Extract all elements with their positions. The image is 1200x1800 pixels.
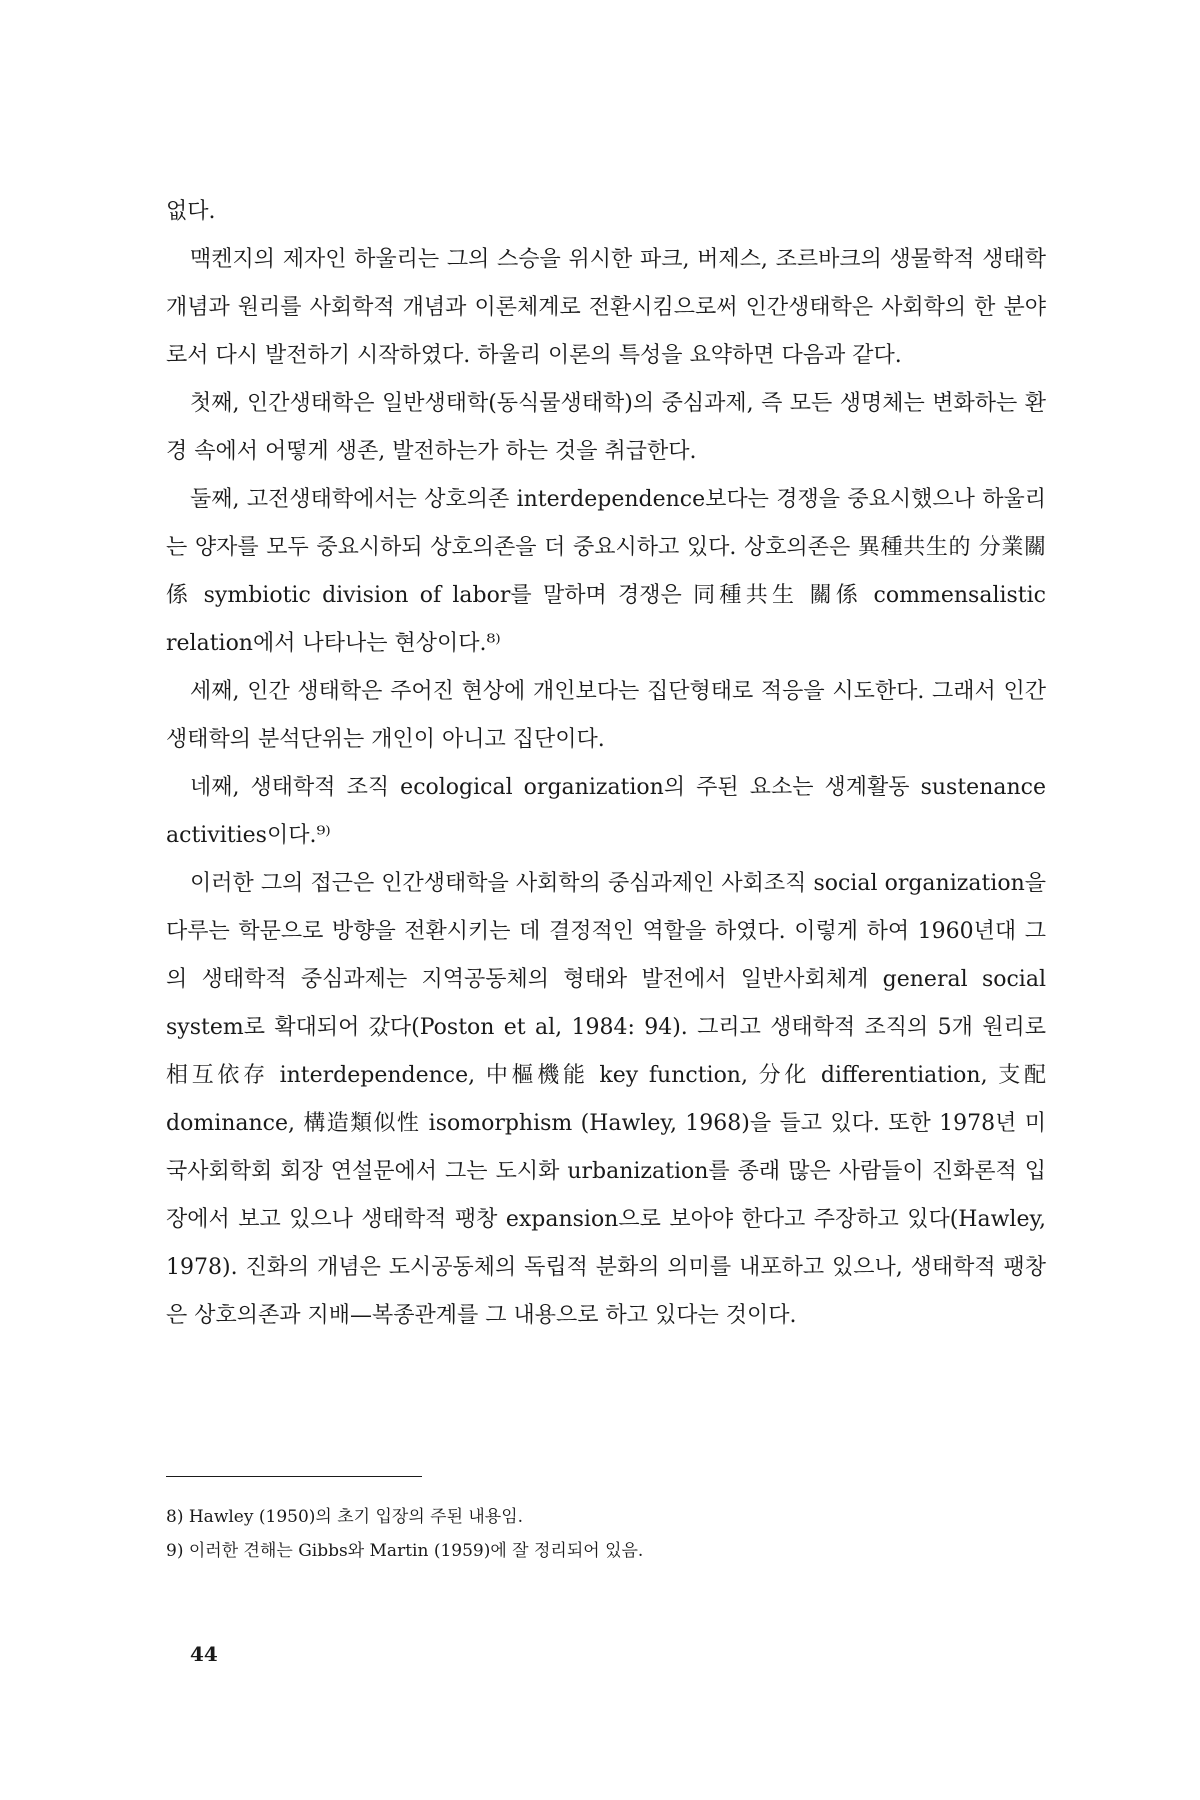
footnotes (166, 1500, 1046, 1568)
paragraph-third-point: 세째, 인간 생태학은 주어진 현상에 개인보다는 집단형태로 적응을 시도한다. 그래서 인간생태학의 분석단위는 개인이 아니고 집단이다. (166, 679, 1046, 752)
paragraph-hawley-intro: 맥켄지의 제자인 하울리는 그의 스승을 위시한 파크, 버제스, 조르바크의 생물학적 생태학 개념과 원리를 사회학적 개념과 이론체계로 전환시킴으로써 인간생태학은 사회학의 한 분야로서 다시 발전하기 시작하였다. 하울리 이론의 특성을 요약하면 다음과 같다. (166, 247, 1046, 368)
page-number: 44 (190, 1642, 218, 1666)
paragraph-fourth-point: 네째, 생태학적 조직 ecological organization의 주된 요소는 생계활동 sustenance activities이다.⁹⁾ (166, 775, 1046, 848)
paragraph-first-point: 첫째, 인간생태학은 일반생태학(동식물생태학)의 중심과제, 즉 모든 생명체는 변화하는 환경 속에서 어떻게 생존, 발전하는가 하는 것을 취급한다. (166, 391, 1046, 464)
footnote-9: 9) 이러한 견해는 Gibbs와 Martin (1959)에 잘 정리되어 있음. (166, 1541, 644, 1561)
paragraph-approach: 이러한 그의 접근은 인간생태학을 사회학의 중심과제인 사회조직 social organization을 다루는 학문으로 방향을 전환시키는 데 결정적인 역할을 하였다. 이렇게 하여 1960년대 그의 생태학적 중심과제는 지역공동체의 형태와 발전에서 일반사회체계 general social system로 확대되어 갔다(Poston et al, 1984: 94). 그리고 생태학적 조직의 5개 원리로 相互依存 interdependence, 中樞機能 key function, 分化 differentiation, 支配 dominance, 構造類似性 isomorphism (Hawley, 1968)을 들고 있다. 또한 1978년 미국사회학회 회장 연설문에서 그는 도시화 urbanization를 종래 많은 사람들이 진화론적 입장에서 보고 있으나 생태학적 팽창 expansion으로 보아야 한다고 주장하고 있다(Hawley, 1978). 진화의 개념은 도시공동체의 독립적 분화의 의미를 내포하고 있으나, 생태학적 팽창은 상호의존과 지배—복종관계를 그 내용으로 하고 있다는 것이다. (166, 871, 1046, 1328)
body-text (166, 188, 1046, 1340)
paragraph-second-point: 둘째, 고전생태학에서는 상호의존 interdependence보다는 경쟁을 중요시했으나 하울리는 양자를 모두 중요시하되 상호의존을 더 중요시하고 있다. 상호의존은 異種共生的 分業關係 symbiotic division of labor를 말하며 경쟁은 同種共生 關係 commensalistic relation에서 나타나는 현상이다.⁸⁾ (166, 487, 1046, 656)
footnote-8: 8) Hawley (1950)의 초기 입장의 주된 내용임. (166, 1507, 524, 1527)
paragraph-continuation: 없다. (166, 199, 216, 224)
footnote-divider (166, 1476, 422, 1477)
